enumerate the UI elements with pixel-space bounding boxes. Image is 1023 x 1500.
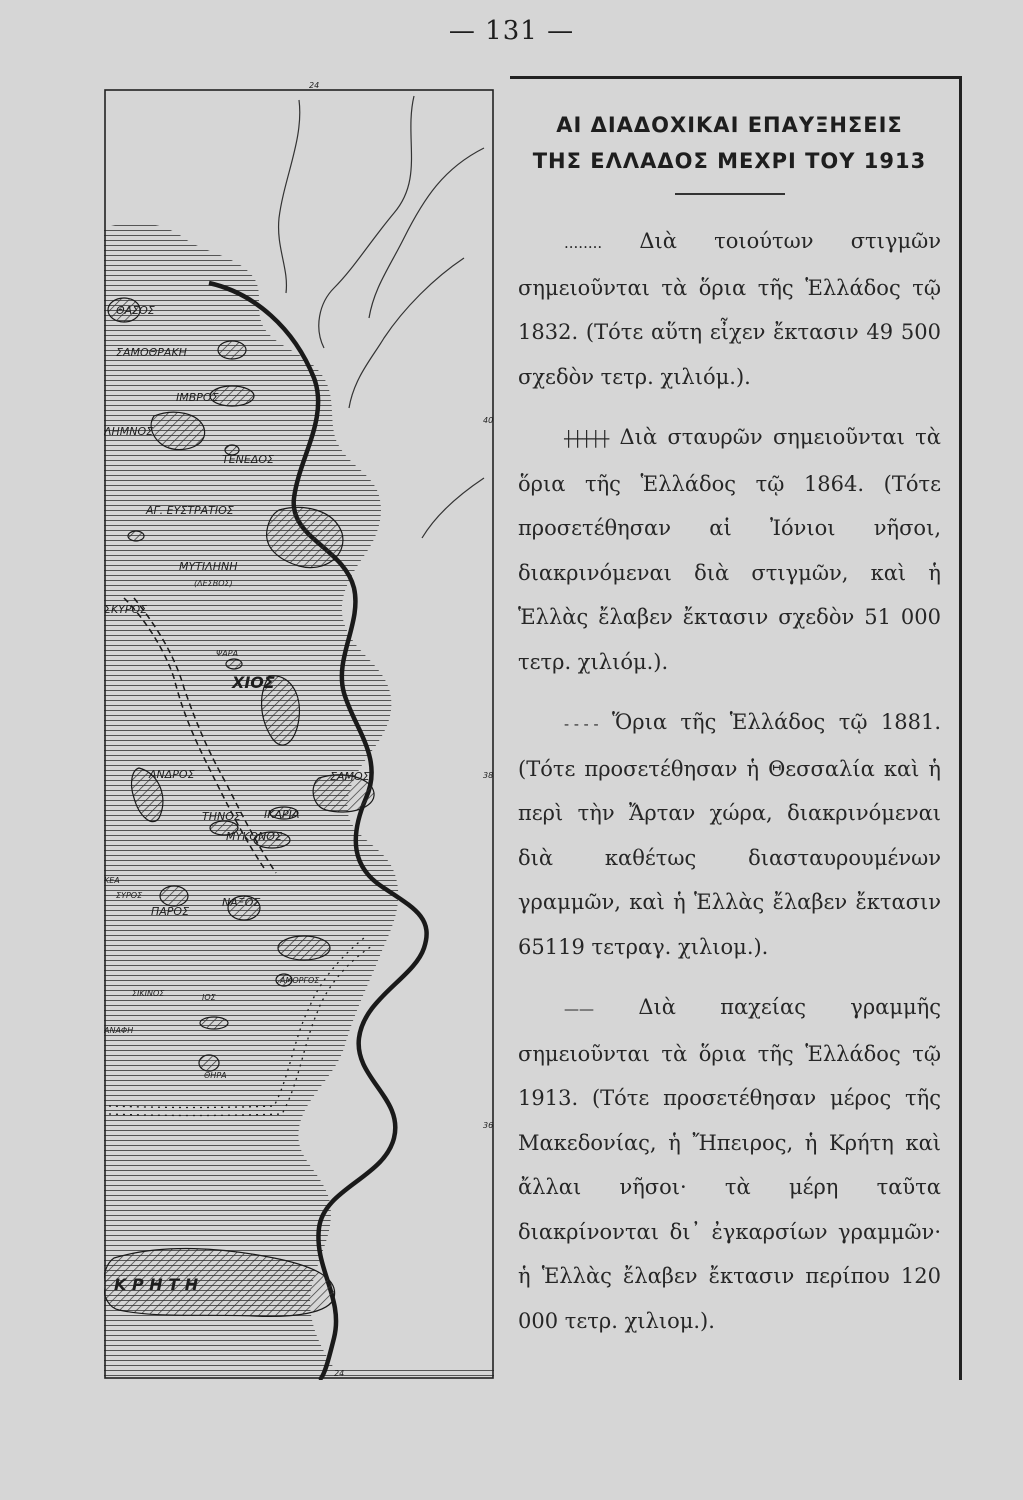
legend-paragraph-1864	[518, 415, 941, 684]
map-label-ag-efstratios: ΑΓ. ΕΥΣΤΡΑΤΙΟΣ	[146, 504, 234, 517]
map-label-anafi: ΑΝΑΦΗ	[104, 1026, 134, 1035]
map-label-kea: ΚΕΑ	[104, 876, 120, 885]
map-label-tenedos: ΤΕΝΕΔΟΣ	[222, 453, 274, 466]
legend-paragraph-1881	[518, 700, 941, 969]
legend-text-panel	[510, 76, 962, 1380]
legend-text-1832: Διὰ τοιούτων στιγμῶν σημειοῦνται τὰ ὅρια τῆς Ἑλλάδος τῷ 1832. (Τότε αὕτη εἶχεν ἔκτασιν 49 500 σχεδὸν τετρ. χιλιόμ.).	[518, 229, 941, 389]
map-label-lesvos: (ΛΕΣΒΟΣ)	[194, 579, 233, 588]
map-frame-label-bottom: 24	[334, 1369, 345, 1378]
map-svg	[104, 78, 502, 1380]
map-label-chios: ΧΙΟΣ	[232, 673, 275, 692]
legend-paragraph-1832	[518, 219, 941, 399]
map-frame-label-right-upper: 40	[483, 416, 494, 425]
map-figure	[104, 78, 502, 1380]
legend-marker-crosses: ┼┼┼┼┼	[564, 430, 610, 448]
map-label-samothraki: ΣΑΜΟΘΡΑΚΗ	[116, 346, 187, 359]
legend-paragraph-1913	[518, 985, 941, 1343]
legend-marker-dots: ........	[564, 234, 603, 252]
map-label-thira: ΘΗΡΑ	[204, 1071, 227, 1080]
map-label-skyros: ΣΚΥΡΟΣ	[104, 603, 148, 616]
map-label-mykonos: ΜΥΚΟΝΟΣ	[226, 830, 282, 843]
map-frame-label-top: 24	[309, 81, 320, 90]
legend-text-1913: Διὰ παχείας γραμμῆς σημειοῦνται τὰ ὅρια τῆς Ἑλλάδος τῷ 1913. (Τότε προσετέθησαν μέρος τῆς Μακεδονίας, ἡ Ἤπειρος, ἡ Κρήτη καὶ ἄλλαι νῆσοι· τὰ μέρη ταῦτα διακρίνονται δι᾽ ἐγκαρσίων γραμμῶν· ἡ Ἑλλὰς ἔλαβεν ἔκτασιν περίπου 120 000 τετρ. χιλιομ.).	[518, 995, 941, 1333]
legend-text-1881: Ὅρια τῆς Ἑλλάδος τῷ 1881. (Τότε προσετέθησαν ἡ Θεσσαλία καὶ ἡ περὶ τὴν Ἄρταν χώρα, διακρινόμεναι διὰ καθέτως διασταυρουμένων γραμμῶν, καὶ ἡ Ἑλλὰς ἔλαβεν ἔκτασιν 65119 τετραγ. χιλιομ.).	[518, 710, 941, 959]
map-label-sikinos: ΣΙΚΙΝΟΣ	[132, 989, 165, 998]
map-label-amorgos: ΑΜΟΡΓΟΣ	[280, 976, 320, 985]
heading	[518, 107, 941, 179]
map-label-andros: ΑΝΔΡΟΣ	[149, 768, 195, 781]
map-label-ikaria: ΙΚΑΡΙΑ	[264, 808, 300, 821]
map-label-kriti: Κ Ρ Η Τ Η	[114, 1275, 199, 1294]
heading-line-2: ΤΗΣ ΕΛΛΑΔΟΣ ΜΕΧΡΙ ΤΟΥ 1913	[532, 149, 927, 173]
heading-line-1: ΑΙ ΔΙΑΔΟΧΙΚΑΙ ΕΠΑΥΞΗΣΕΙΣ	[556, 113, 903, 137]
map-label-mytilini: ΜΥΤΙΛΗΝΗ	[179, 560, 238, 573]
map-label-syros: ΣΥΡΟΣ	[116, 891, 143, 900]
map-label-imvros: ΙΜΒΡΟΣ	[176, 391, 219, 404]
page-number: — 131 —	[448, 16, 575, 46]
map-label-paros: ΠΑΡΟΣ	[151, 905, 190, 918]
map-label-limnos: ΛΗΜΝΟΣ	[104, 425, 154, 438]
legend-marker-dashes: - - - -	[564, 715, 599, 733]
map-label-tinos: ΤΗΝΟΣ	[202, 810, 241, 823]
heading-divider	[675, 193, 785, 195]
map-frame-label-right-lower: 36	[483, 1121, 494, 1130]
map-label-ios: ΙΟΣ	[202, 993, 216, 1002]
legend-marker-thick-line: ——	[564, 1000, 594, 1018]
map-label-naxos: ΝΑΞΟΣ	[222, 896, 261, 909]
map-label-thasos: ΘΑΣΟΣ	[116, 304, 155, 317]
legend-text-1864: Διὰ σταυρῶν σημειοῦνται τὰ ὅρια τῆς Ἑλλάδος τῷ 1864. (Τότε προσετέθησαν αἱ Ἰόνιοι νῆσοι, διακρινόμεναι διὰ στιγμῶν, καὶ ἡ Ἑλλὰς ἔλαβεν ἔκτασιν σχεδὸν 51 000 τετρ. χιλιόμ.).	[518, 425, 941, 674]
map-label-samos: ΣΑΜΟΣ	[330, 770, 370, 783]
map-frame-label-right-middle: 38	[483, 771, 494, 780]
map-label-psara: ΨΑΡΑ	[216, 649, 239, 658]
